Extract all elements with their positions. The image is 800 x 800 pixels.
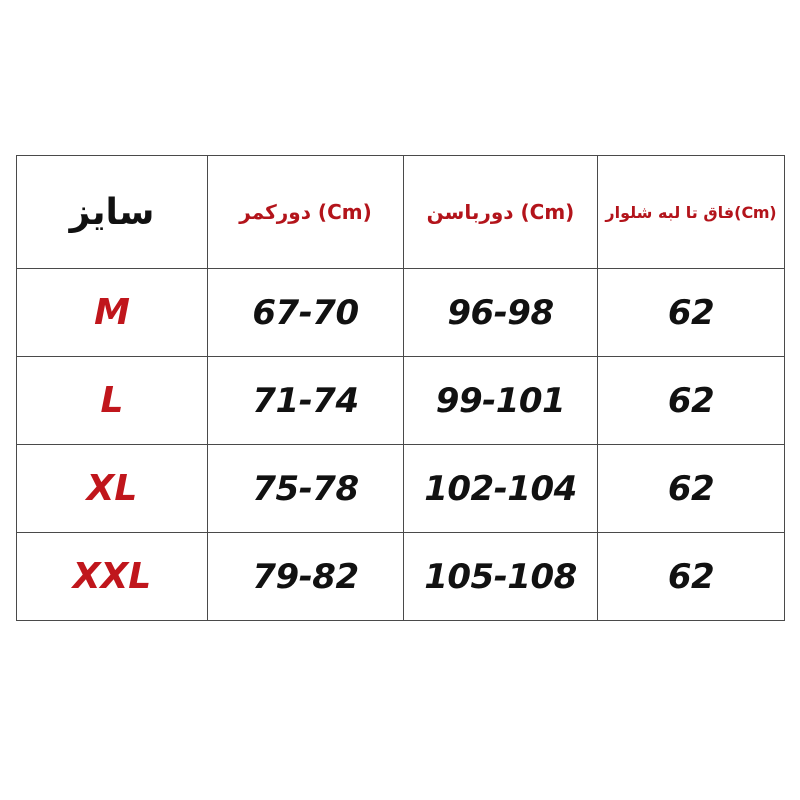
header-inseam-label: فاق تا لبه شلوار(Cm) (605, 202, 777, 222)
hip-cell (404, 357, 598, 445)
inseam-value: 62 (667, 468, 715, 509)
size-value: M (94, 292, 130, 333)
inseam-cell (598, 357, 785, 445)
waist-cell (208, 357, 404, 445)
waist-value: 67-70 (252, 292, 359, 333)
table-row (17, 269, 785, 357)
waist-value: 79-82 (252, 556, 359, 597)
size-value: XXL (72, 556, 152, 597)
hip-cell (404, 445, 598, 533)
hip-value: 102-104 (424, 468, 577, 509)
header-hip-label: دورباسن (Cm) (426, 200, 575, 224)
waist-value: 75-78 (252, 468, 359, 509)
inseam-value: 62 (667, 292, 715, 333)
inseam-value: 62 (667, 556, 715, 597)
inseam-value: 62 (667, 380, 715, 421)
size-cell (17, 269, 208, 357)
table-row (17, 445, 785, 533)
table-row (17, 357, 785, 445)
size-value: L (100, 380, 124, 421)
header-cell-size (17, 156, 208, 269)
hip-value: 105-108 (424, 556, 577, 597)
header-size-label: سایز (69, 191, 155, 233)
size-cell (17, 357, 208, 445)
size-value: XL (86, 468, 138, 509)
header-waist-label: دورکمر (Cm) (239, 200, 372, 224)
header-cell-waist (208, 156, 404, 269)
table-row (17, 533, 785, 621)
header-row (17, 156, 785, 269)
size-cell (17, 533, 208, 621)
header-cell-inseam (598, 156, 785, 269)
waist-value: 71-74 (252, 380, 359, 421)
waist-cell (208, 533, 404, 621)
inseam-cell (598, 445, 785, 533)
hip-value: 96-98 (447, 292, 554, 333)
hip-value: 99-101 (435, 380, 566, 421)
waist-cell (208, 445, 404, 533)
hip-cell (404, 533, 598, 621)
header-cell-hip (404, 156, 598, 269)
size-chart-table (16, 155, 785, 621)
inseam-cell (598, 533, 785, 621)
size-cell (17, 445, 208, 533)
waist-cell (208, 269, 404, 357)
inseam-cell (598, 269, 785, 357)
hip-cell (404, 269, 598, 357)
